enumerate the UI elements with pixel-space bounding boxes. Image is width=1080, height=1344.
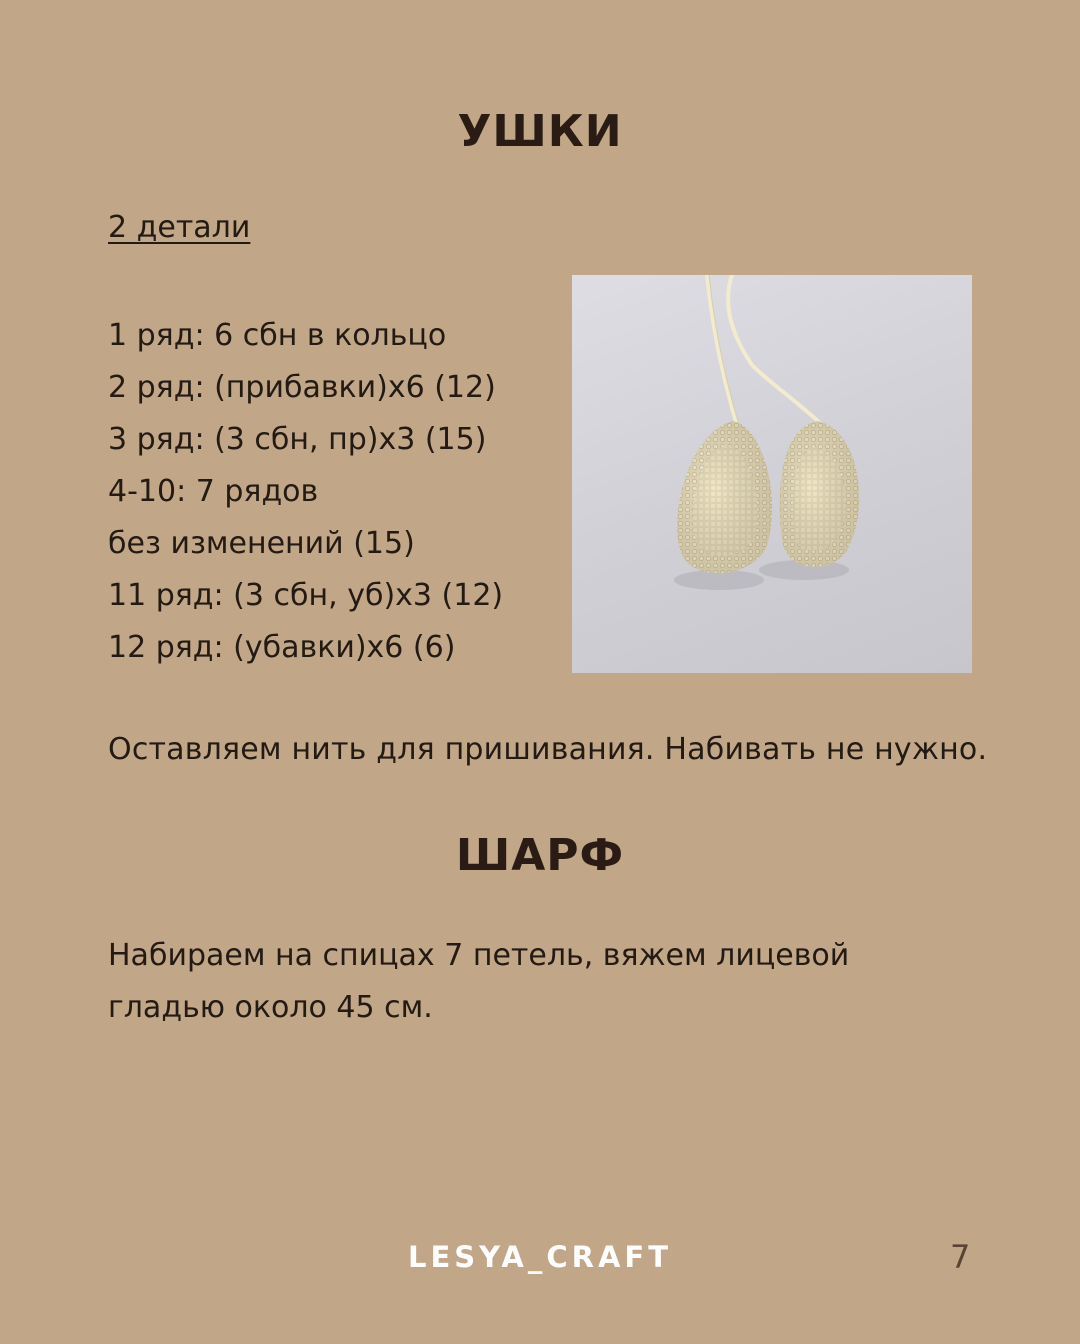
pattern-row: 3 ряд: (3 сбн, пр)х3 (15) [108,422,487,457]
brand-logo-text: LESYA_CRAFT [408,1240,672,1274]
ears-pattern-list [108,310,503,674]
scarf-instructions [108,930,849,1034]
pattern-row: 12 ряд: (убавки)х6 (6) [108,630,456,665]
crocheted-ears-photo [572,275,972,673]
ears-title: УШКИ [457,106,623,157]
pattern-row: без изменений (15) [108,526,415,561]
scarf-text-line: Набираем на спицах 7 петель, вяжем лицевой [108,938,850,973]
pattern-row: 11 ряд: (3 сбн, уб)х3 (12) [108,578,504,613]
pattern-row: 4-10: 7 рядов [108,474,319,509]
parts-count: 2 детали [108,210,251,245]
scarf-text-line: гладью около 45 см. [108,990,433,1025]
pattern-row: 1 ряд: 6 сбн в кольцо [108,318,447,353]
scarf-title: ШАРФ [455,830,625,881]
ears-note: Оставляем нить для пришивания. Набивать не нужно. [108,732,988,767]
page-number: 7 [950,1238,971,1276]
pattern-row: 2 ряд: (прибавки)х6 (12) [108,370,496,405]
